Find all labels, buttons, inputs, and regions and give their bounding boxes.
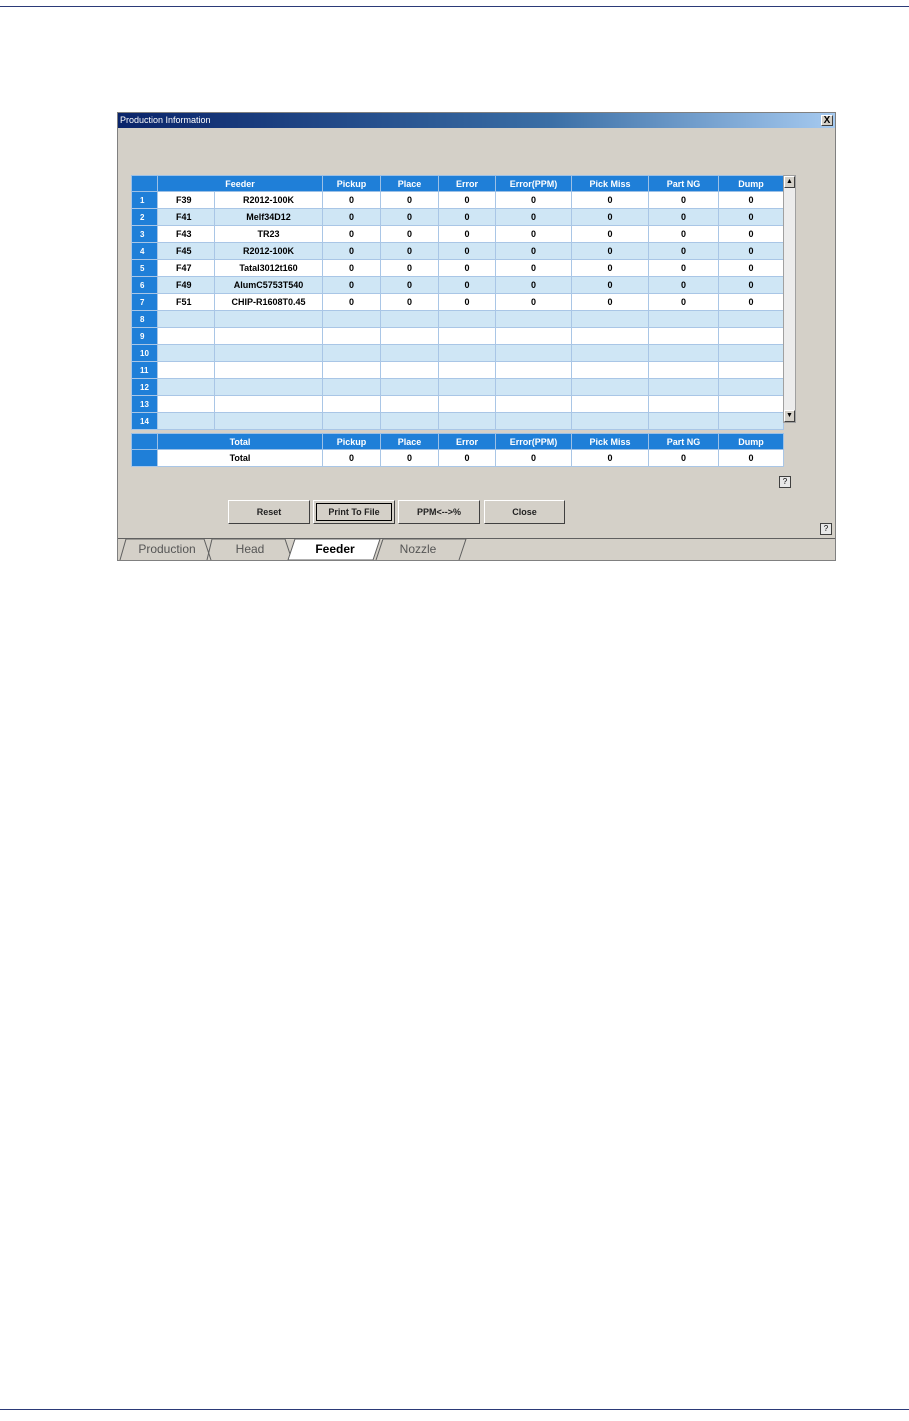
- cell-error[interactable]: [439, 413, 496, 430]
- cell-part-name[interactable]: AlumC5753T540: [215, 277, 323, 294]
- cell-error[interactable]: [439, 328, 496, 345]
- col-header-pickup[interactable]: Pickup: [323, 176, 381, 192]
- cell-error-ppm[interactable]: [496, 396, 572, 413]
- cell-pickup[interactable]: [323, 362, 381, 379]
- total-col-header-place: Place: [381, 434, 439, 450]
- col-header-error[interactable]: Error: [439, 176, 496, 192]
- total-dump: 0: [719, 450, 784, 467]
- cell-pickup[interactable]: [323, 328, 381, 345]
- cell-pick-miss[interactable]: [572, 345, 649, 362]
- total-table-header: [132, 434, 784, 450]
- cell-feeder-id[interactable]: F41: [158, 209, 215, 226]
- table-row[interactable]: [132, 396, 784, 413]
- cell-dump[interactable]: [719, 396, 784, 413]
- cell-pickup[interactable]: 0: [323, 192, 381, 209]
- cell-error[interactable]: 0: [439, 294, 496, 311]
- table-row[interactable]: [132, 311, 784, 328]
- tab-production[interactable]: Production: [138, 542, 196, 556]
- cell-dump[interactable]: [719, 362, 784, 379]
- row-index[interactable]: 1: [132, 192, 158, 209]
- cell-place[interactable]: 0: [381, 192, 439, 209]
- cell-part-ng[interactable]: 0: [649, 192, 719, 209]
- cell-part-ng[interactable]: 0: [649, 243, 719, 260]
- cell-error-ppm[interactable]: [496, 311, 572, 328]
- cell-feeder-id[interactable]: [158, 328, 215, 345]
- cell-error[interactable]: [439, 362, 496, 379]
- window-help-button[interactable]: ?: [820, 523, 832, 535]
- cell-part-ng[interactable]: 0: [649, 294, 719, 311]
- tab-nozzle[interactable]: Nozzle: [399, 542, 437, 556]
- cell-pick-miss[interactable]: [572, 311, 649, 328]
- cell-pick-miss[interactable]: 0: [572, 260, 649, 277]
- table-row[interactable]: [132, 226, 784, 243]
- cell-dump[interactable]: 0: [719, 260, 784, 277]
- total-part-ng: 0: [649, 450, 719, 467]
- table-row[interactable]: [132, 362, 784, 379]
- row-index[interactable]: 10: [132, 345, 158, 362]
- cell-dump[interactable]: [719, 345, 784, 362]
- cell-pick-miss[interactable]: 0: [572, 294, 649, 311]
- cell-part-ng[interactable]: 0: [649, 260, 719, 277]
- cell-error[interactable]: [439, 345, 496, 362]
- total-place: 0: [381, 450, 439, 467]
- cell-part-name[interactable]: [215, 345, 323, 362]
- cell-pickup[interactable]: 0: [323, 226, 381, 243]
- cell-part-name[interactable]: [215, 379, 323, 396]
- row-index[interactable]: 8: [132, 311, 158, 328]
- cell-error-ppm[interactable]: 0: [496, 260, 572, 277]
- cell-dump[interactable]: 0: [719, 294, 784, 311]
- cell-pickup[interactable]: 0: [323, 277, 381, 294]
- cell-pickup[interactable]: 0: [323, 260, 381, 277]
- cell-pick-miss[interactable]: [572, 396, 649, 413]
- cell-error-ppm[interactable]: 0: [496, 243, 572, 260]
- cell-feeder-id[interactable]: F43: [158, 226, 215, 243]
- cell-pick-miss[interactable]: 0: [572, 243, 649, 260]
- cell-part-name[interactable]: [215, 396, 323, 413]
- row-index[interactable]: 11: [132, 362, 158, 379]
- table-row[interactable]: [132, 260, 784, 277]
- cell-place[interactable]: 0: [381, 260, 439, 277]
- row-index[interactable]: 6: [132, 277, 158, 294]
- total-header-corner: [132, 434, 158, 450]
- cell-error[interactable]: 0: [439, 192, 496, 209]
- reset-button[interactable]: Reset: [228, 500, 310, 524]
- cell-dump[interactable]: [719, 413, 784, 430]
- cell-place[interactable]: 0: [381, 294, 439, 311]
- cell-part-name[interactable]: Tatal3012t160: [215, 260, 323, 277]
- close-button[interactable]: Close: [484, 500, 565, 524]
- table-row[interactable]: [132, 243, 784, 260]
- ppm-toggle-button[interactable]: PPM<-->%: [398, 500, 480, 524]
- cell-place[interactable]: [381, 345, 439, 362]
- cell-error-ppm[interactable]: [496, 379, 572, 396]
- cell-place[interactable]: 0: [381, 277, 439, 294]
- table-help-button[interactable]: ?: [779, 476, 791, 488]
- cell-place[interactable]: [381, 311, 439, 328]
- table-row[interactable]: [132, 192, 784, 209]
- window-titlebar[interactable]: [118, 113, 835, 128]
- cell-dump[interactable]: 0: [719, 226, 784, 243]
- cell-error[interactable]: 0: [439, 243, 496, 260]
- cell-part-ng[interactable]: [649, 379, 719, 396]
- table-row[interactable]: [132, 328, 784, 345]
- cell-dump[interactable]: [719, 379, 784, 396]
- row-index[interactable]: 13: [132, 396, 158, 413]
- cell-pick-miss[interactable]: [572, 379, 649, 396]
- col-header-dump[interactable]: Dump: [719, 176, 784, 192]
- cell-dump[interactable]: 0: [719, 243, 784, 260]
- cell-error-ppm[interactable]: 0: [496, 226, 572, 243]
- cell-feeder-id[interactable]: [158, 362, 215, 379]
- cell-part-name[interactable]: [215, 362, 323, 379]
- cell-feeder-id[interactable]: F45: [158, 243, 215, 260]
- cell-dump[interactable]: 0: [719, 209, 784, 226]
- table-row[interactable]: [132, 277, 784, 294]
- total-pickup: 0: [323, 450, 381, 467]
- cell-feeder-id[interactable]: F47: [158, 260, 215, 277]
- cell-error-ppm[interactable]: [496, 328, 572, 345]
- cell-pickup[interactable]: [323, 379, 381, 396]
- cell-feeder-id[interactable]: [158, 311, 215, 328]
- cell-place[interactable]: [381, 396, 439, 413]
- table-scrollbar[interactable]: [783, 175, 796, 423]
- cell-pickup[interactable]: [323, 311, 381, 328]
- row-index[interactable]: 2: [132, 209, 158, 226]
- total-error: 0: [439, 450, 496, 467]
- cell-part-ng[interactable]: [649, 413, 719, 430]
- cell-pick-miss[interactable]: 0: [572, 192, 649, 209]
- cell-error-ppm[interactable]: [496, 345, 572, 362]
- row-index[interactable]: 3: [132, 226, 158, 243]
- table-row[interactable]: [132, 209, 784, 226]
- row-index[interactable]: 5: [132, 260, 158, 277]
- cell-part-name[interactable]: Melf34D12: [215, 209, 323, 226]
- tab-head[interactable]: Head: [235, 542, 265, 556]
- cell-pick-miss[interactable]: [572, 328, 649, 345]
- total-row: [132, 450, 784, 467]
- cell-error-ppm[interactable]: 0: [496, 192, 572, 209]
- cell-part-name[interactable]: [215, 311, 323, 328]
- header-corner[interactable]: [132, 176, 158, 192]
- top-rule: [0, 6, 909, 7]
- cell-dump[interactable]: [719, 328, 784, 345]
- cell-place[interactable]: 0: [381, 209, 439, 226]
- total-col-header-error-ppm: Error(PPM): [496, 434, 572, 450]
- cell-error-ppm[interactable]: [496, 413, 572, 430]
- cell-place[interactable]: [381, 413, 439, 430]
- cell-pick-miss[interactable]: 0: [572, 209, 649, 226]
- cell-part-name[interactable]: CHIP-R1608T0.45: [215, 294, 323, 311]
- cell-part-ng[interactable]: 0: [649, 226, 719, 243]
- close-icon[interactable]: X: [821, 115, 833, 126]
- feeder-table-header: [132, 176, 784, 192]
- cell-pick-miss[interactable]: [572, 413, 649, 430]
- cell-place[interactable]: 0: [381, 243, 439, 260]
- total-col-header-dump: Dump: [719, 434, 784, 450]
- col-header-error-ppm[interactable]: Error(PPM): [496, 176, 572, 192]
- cell-feeder-id[interactable]: F51: [158, 294, 215, 311]
- total-row-index: [132, 450, 158, 467]
- total-table: [131, 433, 784, 467]
- cell-pickup[interactable]: [323, 345, 381, 362]
- cell-feeder-id[interactable]: [158, 345, 215, 362]
- row-index[interactable]: 14: [132, 413, 158, 430]
- total-label: Total: [158, 450, 323, 467]
- cell-part-name[interactable]: [215, 413, 323, 430]
- cell-dump[interactable]: 0: [719, 277, 784, 294]
- cell-pick-miss[interactable]: 0: [572, 277, 649, 294]
- cell-part-name[interactable]: [215, 328, 323, 345]
- cell-error-ppm[interactable]: 0: [496, 294, 572, 311]
- cell-feeder-id[interactable]: [158, 379, 215, 396]
- col-header-pick-miss[interactable]: Pick Miss: [572, 176, 649, 192]
- table-row[interactable]: [132, 294, 784, 311]
- cell-part-name[interactable]: TR23: [215, 226, 323, 243]
- cell-pickup[interactable]: [323, 396, 381, 413]
- total-pick-miss: 0: [572, 450, 649, 467]
- row-index[interactable]: 4: [132, 243, 158, 260]
- cell-pickup[interactable]: 0: [323, 209, 381, 226]
- cell-error-ppm[interactable]: 0: [496, 277, 572, 294]
- col-header-place[interactable]: Place: [381, 176, 439, 192]
- cell-feeder-id[interactable]: [158, 413, 215, 430]
- total-col-header-pick-miss: Pick Miss: [572, 434, 649, 450]
- cell-part-ng[interactable]: 0: [649, 209, 719, 226]
- col-header-part-ng[interactable]: Part NG: [649, 176, 719, 192]
- table-row[interactable]: [132, 345, 784, 362]
- cell-dump[interactable]: 0: [719, 192, 784, 209]
- total-col-header-part-ng: Part NG: [649, 434, 719, 450]
- cell-part-ng[interactable]: [649, 396, 719, 413]
- cell-error[interactable]: 0: [439, 209, 496, 226]
- cell-pickup[interactable]: 0: [323, 243, 381, 260]
- cell-error[interactable]: 0: [439, 277, 496, 294]
- cell-part-ng[interactable]: [649, 362, 719, 379]
- total-col-header-pickup: Pickup: [323, 434, 381, 450]
- cell-place[interactable]: [381, 379, 439, 396]
- cell-error[interactable]: [439, 396, 496, 413]
- cell-error[interactable]: [439, 379, 496, 396]
- feeder-table: [131, 175, 784, 430]
- print-to-file-button[interactable]: Print To File: [313, 500, 395, 524]
- row-index[interactable]: 12: [132, 379, 158, 396]
- cell-pick-miss[interactable]: 0: [572, 226, 649, 243]
- row-index[interactable]: 7: [132, 294, 158, 311]
- cell-place[interactable]: [381, 362, 439, 379]
- bottom-rule: [0, 1409, 909, 1410]
- tab-strip: [118, 538, 835, 560]
- cell-error[interactable]: 0: [439, 226, 496, 243]
- table-row[interactable]: [132, 413, 784, 430]
- cell-error-ppm[interactable]: [496, 362, 572, 379]
- window-title: Production Information: [120, 115, 211, 125]
- tab-feeder[interactable]: Feeder: [315, 542, 355, 556]
- cell-part-ng[interactable]: [649, 345, 719, 362]
- total-error-ppm: 0: [496, 450, 572, 467]
- cell-part-name[interactable]: R2012-100K: [215, 243, 323, 260]
- cell-place[interactable]: [381, 328, 439, 345]
- total-col-header-total: Total: [158, 434, 323, 450]
- row-index[interactable]: 9: [132, 328, 158, 345]
- cell-feeder-id[interactable]: F49: [158, 277, 215, 294]
- cell-feeder-id[interactable]: F39: [158, 192, 215, 209]
- cell-part-name[interactable]: R2012-100K: [215, 192, 323, 209]
- scroll-up-icon[interactable]: ▲: [784, 176, 795, 188]
- scroll-down-icon[interactable]: ▼: [784, 410, 795, 422]
- cell-part-ng[interactable]: [649, 311, 719, 328]
- production-information-window: [117, 112, 836, 561]
- cell-error[interactable]: 0: [439, 260, 496, 277]
- cell-pickup[interactable]: 0: [323, 294, 381, 311]
- cell-part-ng[interactable]: 0: [649, 277, 719, 294]
- cell-error[interactable]: [439, 311, 496, 328]
- cell-dump[interactable]: [719, 311, 784, 328]
- table-row[interactable]: [132, 379, 784, 396]
- cell-feeder-id[interactable]: [158, 396, 215, 413]
- total-col-header-error: Error: [439, 434, 496, 450]
- cell-error-ppm[interactable]: 0: [496, 209, 572, 226]
- cell-pick-miss[interactable]: [572, 362, 649, 379]
- cell-part-ng[interactable]: [649, 328, 719, 345]
- col-header-feeder[interactable]: Feeder: [158, 176, 323, 192]
- cell-pickup[interactable]: [323, 413, 381, 430]
- cell-place[interactable]: 0: [381, 226, 439, 243]
